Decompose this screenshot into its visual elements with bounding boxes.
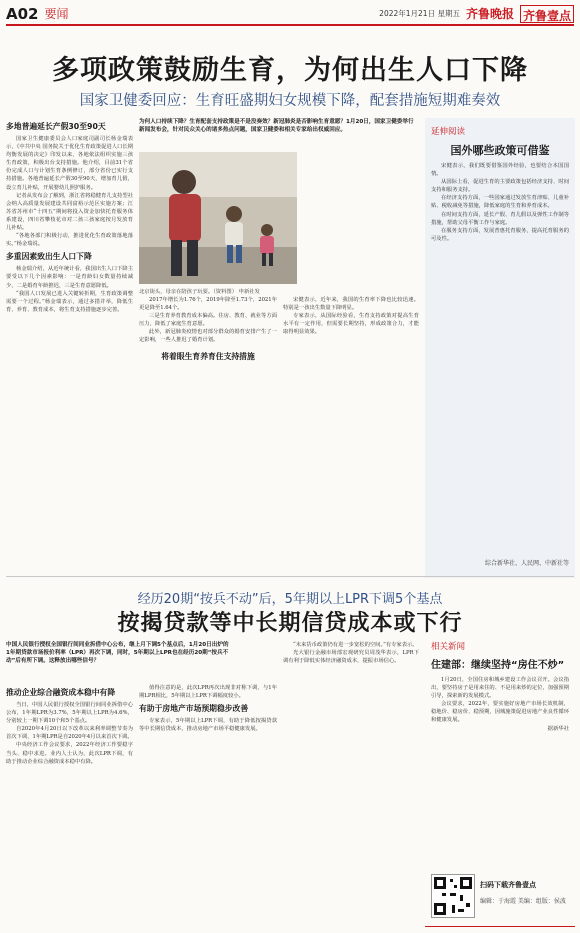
- story1-column-2: [139, 296, 277, 573]
- brand-logo: 齐鲁晚报: [465, 7, 514, 21]
- main-subheadline: 国家卫健委回应：生育旺盛期妇女规模下降，配套措施短期难奏效: [79, 93, 501, 109]
- page-number: A02: [6, 5, 39, 23]
- story1-paragraph: 2017年增长为1.76个，2019年降至1.73个，2021年更是降至1.64个。: [139, 297, 277, 312]
- sidebar-paragraph: 在时间支持方面，延长产假、育儿假以及弹性工作制等措施，帮助父母平衡工作与家庭。: [431, 211, 569, 226]
- related-reading-box: [425, 118, 575, 578]
- story1-subhead-3: 将着眼生育养育住支持措施: [161, 351, 255, 361]
- story2-paragraph: “未来货币政策仍有进一步宽松的空间。”有专家表示。: [293, 642, 418, 648]
- story2-paragraph: 光大银行金融市场部宏观研究员周茂华表示，LPR下调有利于降低实体经济融资成本，提振市场信心。: [283, 650, 419, 665]
- sidebar-paragraph: 在经济支持方面，一些国家通过发放生育津贴、儿童补贴、税收减免等措施，降低家庭的生育和养育成本。: [431, 195, 569, 210]
- story1-paragraph: “我国人口发展已进入关键转折期，生育政策调整需要一个过程。”杨金瑞表示，通过多措并举，降低生育、养育、教育成本，将生育支持措施逐步完善。: [6, 290, 133, 313]
- story2-column-3: [283, 641, 419, 929]
- story1-paragraph: 杨金瑞介绍，从近年统计看，我国出生人口下降主要受以下几个因素影响：一是育龄妇女数量持续减少，二是婚育年龄推迟，三是生育意愿降低。: [6, 266, 133, 289]
- story1-subhead-2: 多重因素致出生人口下降: [6, 252, 92, 262]
- editor-credits: 编辑：于海霞 美编：组版：侯波: [480, 898, 566, 905]
- sidebar-credit: 综合新华社、人民网、中新社等: [484, 560, 569, 567]
- sidebar-paragraph: 从国际上看，促进生育的主要政策包括经济支持、时间支持和服务支持。: [431, 179, 569, 194]
- story1-column-3: [283, 296, 419, 573]
- story1-paragraph: 记者从发布会了解到，浙江省将稳健育儿支持型社会纳入高质量发展建设共同富裕示范区实施方案；江苏省苏州市“十四五”期间将投入资金加快托育服务体系建设，四川省攀枝花市对二孩三孩家庭按月发放育儿补贴。: [6, 192, 133, 232]
- story2-paragraph: 中央经济工作会议要求，2022年经济工作要稳字当头、稳中求进。业内人士认为，此次LPR下调，有助于推动企业综合融资成本稳中有降。: [6, 742, 133, 765]
- sidebar-title: 国外哪些政策可借鉴: [450, 144, 550, 157]
- story1-column-1: [6, 118, 133, 573]
- sidebar-paragraph: 宋健表示，我们既要借鉴国外经验，也要结合本国国情。: [431, 163, 569, 178]
- photo-caption: 北京街头，母亲在陪孩子玩耍。（资料图） 申新社发: [139, 289, 260, 295]
- story2-paragraph: 自2020年4月20日以下改革以来利率调整节奏为首次下调，1年期LPR是自2020年4月以来首次下调。: [6, 726, 133, 741]
- story2-paragraph: 当日，中国人民银行授权全国银行间同业拆借中心公布，1年期LPR为3.7%，5年期以上LPR为4.6%，分别较上一期下调10个和5个基点。: [6, 702, 133, 725]
- qr-caption: 扫码下载齐鲁壹点: [480, 881, 536, 889]
- sidebar2-title: 住建部：继续坚持“房住不炒”: [431, 660, 565, 671]
- brand-logo-secondary: 齐鲁壹点: [520, 5, 574, 23]
- story1-paragraph: 三是生育养育教育成本偏高。住房、教育、就业等方面压力，降低了家庭生育意愿。: [139, 313, 277, 328]
- sidebar-body: [431, 162, 569, 562]
- story1-lead: 为何人口持续下降？生育配套支持政策是不是没奏效？新冠肺炎是否影响生育意愿？1月20日，国家卫健委举行新闻发布会，针对民众关心的诸多热点问题，国家卫健委和相关专家给出权威回应。: [139, 119, 414, 133]
- story2-column-1: [6, 684, 133, 929]
- story1-paragraph: 宋健表示，近年来，我国的生育率下降也比较迅速。特别是一孩出生数量下降明显。: [283, 297, 419, 312]
- sidebar2-credit: 据新华社: [547, 725, 569, 732]
- story2-column-2: [139, 684, 277, 929]
- sidebar2-tag: 相关新闻: [431, 642, 466, 652]
- story2-subhead-2: 有助于房地产市场预期稳步改善: [139, 704, 249, 714]
- story1-subhead-1: 多地普遍延长产假30至90天: [6, 122, 106, 131]
- qr-code-icon: [432, 875, 474, 917]
- story2-paragraph: 专家表示，5年期以上LPR下调，有助于降低按揭贷款等中长期信贷成本，推动房地产市场平稳健康发展。: [139, 718, 277, 733]
- story1-paragraph: 国家卫生健康委员会人口家庭司副司长杨金瑞表示，《中共中央 国务院关于优化生育政策促进人口长期均衡发展的决定》印发以来，各地依法组织实施三孩生育政策，积极出台支持措施。他介绍，目前31个省份完成人口与计划生育条例修订，部分省份已实行支持措施。各地普遍延长产假30至90天，增加育儿假，设立育儿补贴，开展婴幼儿照护服务。: [6, 136, 133, 191]
- sidebar2-body: [431, 676, 569, 866]
- story1-photo: [139, 152, 297, 284]
- story2-intro: 中国人民银行授权全国银行间同业拆借中心公布，继上月下调5个基点后，1月20日出炉的1年期贷款市场报价利率（LPR）再次下调，同时，5年期以上LPR也在经历20期“按兵不动”后有所下调。这释放出哪些信号？: [6, 642, 229, 665]
- main-headline: 多项政策鼓励生育，为何出生人口下降: [52, 55, 528, 86]
- mother-child-photo: [139, 152, 297, 284]
- qr-code[interactable]: [431, 874, 475, 918]
- story2-subheadline: 经历20期“按兵不动”后，5年期以上LPR下调5个基点: [137, 592, 443, 607]
- bottom-rule: [425, 926, 575, 927]
- story1-paragraph: 专家表示，从国际经验看，生育支持政策对提高生育水平有一定作用，但需要长期坚持，形成政策合力，才能取得明显效果。: [283, 313, 419, 336]
- story2-headline: 按揭贷款等中长期信贷成本或下行: [117, 611, 463, 636]
- sidebar-tag: 延伸阅读: [431, 127, 466, 137]
- section-name: 要闻: [44, 7, 69, 21]
- sidebar2-paragraph: 1月20日，全国住房和城乡建设工作会议召开。会议指出，要坚持房子是用来住的、不是用来炒的定位，加强预期引导，探索新的发展模式。: [431, 677, 569, 700]
- story2-paragraph: 值得注意的是，此次LPR再次出现非对称下调，与1年期LPR相比，5年期以上LPR下调幅度较小。: [139, 685, 277, 700]
- section-divider: [6, 576, 574, 577]
- sidebar-paragraph: 在服务支持方面，发展普惠托育服务，提高托育服务的可及性。: [431, 227, 569, 242]
- story1-paragraph: 此外，新冠肺炎疫情也对部分群众的婚育安排产生了一定影响，一些人推迟了婚育计划。: [139, 329, 277, 344]
- page-header: [6, 2, 574, 26]
- story1-paragraph: “各地各部门积极行动，推进优化生育政策落地落实。”杨金瑞说。: [6, 233, 133, 248]
- issue-date: 2022年1月21日 星期五: [379, 9, 460, 18]
- sidebar2-paragraph: 会议要求，2022年，要实施好房地产市场长效机制，稳地价、稳房价、稳预期，因城施策促进房地产业良性循环和健康发展。: [431, 701, 569, 724]
- story2-subhead-1: 推动企业综合融资成本稳中有降: [6, 688, 116, 697]
